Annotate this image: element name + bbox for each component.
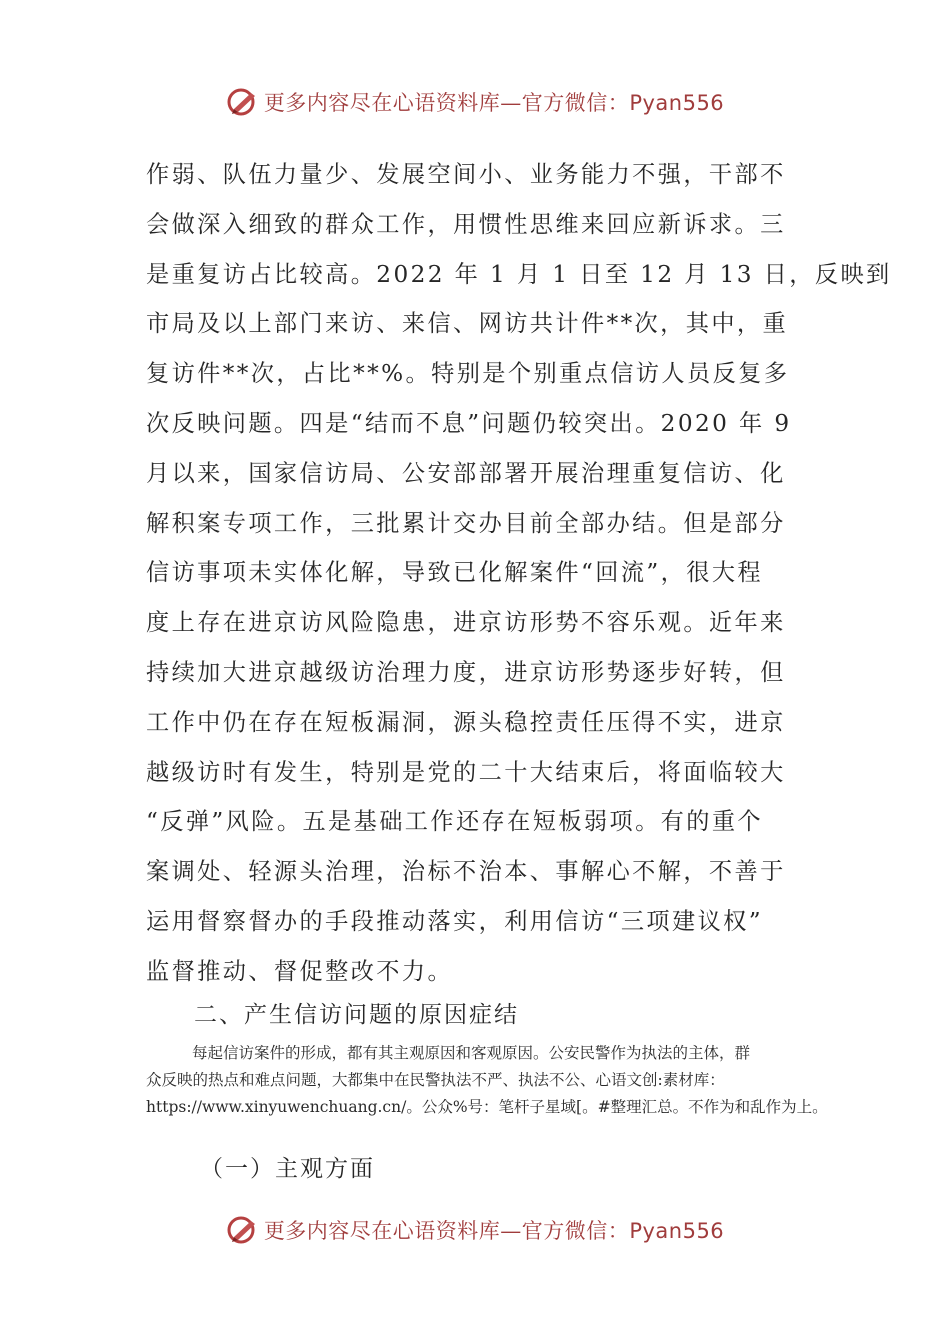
body-line: 信访事项未实体化解，导致已化解案件“回流”，很大程 xyxy=(146,559,764,587)
banner-text xyxy=(264,1215,724,1245)
footer-banner xyxy=(0,1210,950,1250)
body-line: 案调处、轻源头治理，治标不治本、事解心不解，不善于 xyxy=(146,858,786,886)
body-line: 持续加大进京越级访治理力度，进京访形势逐步好转，但 xyxy=(146,658,786,686)
body-line: 越级访时有发生，特别是党的二十大结束后，将面临较大 xyxy=(146,758,786,786)
banner-wechat-id: Pyan556 xyxy=(629,91,725,115)
banner-wechat-id: Pyan556 xyxy=(629,1219,725,1243)
pen-logo-icon xyxy=(226,1213,260,1247)
body-line: 运用督察督办的手段推动落实，利用信访“三项建议权” xyxy=(146,907,764,935)
small-line: 每起信访案件的形成，都有其主观原因和客观原因。公安民警作为执法的主体，群 xyxy=(192,1044,751,1062)
subsection-heading: （一）主观方面 xyxy=(200,1156,375,1182)
pen-logo-icon xyxy=(226,85,260,119)
body-line: 作弱、队伍力量少、发展空间小、业务能力不强，干部不 xyxy=(146,161,786,188)
body-line: “反弹”风险。五是基础工作还存在短板弱项。有的重个 xyxy=(146,808,764,836)
body-paragraph xyxy=(146,150,892,997)
section-heading: 二、产生信访问题的原因症结 xyxy=(194,1002,519,1028)
banner-label: 更多内容尽在心语资料库—官方微信： xyxy=(263,1219,630,1243)
body-line: 次反映问题。四是“结而不息”问题仍较突出。2020 年 9 xyxy=(146,409,792,437)
body-line: 会做深入细致的群众工作，用惯性思维来回应新诉求。三 xyxy=(146,210,786,238)
banner-label: 更多内容尽在心语资料库—官方微信： xyxy=(263,91,630,115)
body-line: 监督推动、督促整改不力。 xyxy=(146,957,454,985)
banner-text xyxy=(264,87,724,117)
body-line: 度上存在进京访风险隐患，进京访形势不容乐观。近年来 xyxy=(146,609,786,637)
body-line: 复访件**次，占比**%。特别是个别重点信访人员反复多 xyxy=(146,360,790,388)
body-line: 工作中仍在存在短板漏洞，源头稳控责任压得不实，进京 xyxy=(146,708,786,736)
body-line: 解积案专项工作，三批累计交办目前全部办结。但是部分 xyxy=(146,509,786,537)
body-line: 市局及以上部门来访、来信、网访共计件**次，其中，重 xyxy=(146,310,789,338)
body-line: 月以来，国家信访局、公安部部署开展治理重复信访、化 xyxy=(146,459,786,487)
small-line: https://www.xinyuwenchuang.cn/。公众%号：笔杆子星域[。#整理汇总。不作为和乱作为上。 xyxy=(146,1098,828,1116)
body-line: 是重复访占比较高。2022 年 1 月 1 日至 12 月 13 日，反映到 xyxy=(146,260,892,288)
small-paragraph xyxy=(146,1040,828,1121)
header-banner xyxy=(0,82,950,122)
small-line: 众反映的热点和难点问题，大都集中在民警执法不严、执法不公、心语文创:素材库： xyxy=(146,1071,725,1089)
